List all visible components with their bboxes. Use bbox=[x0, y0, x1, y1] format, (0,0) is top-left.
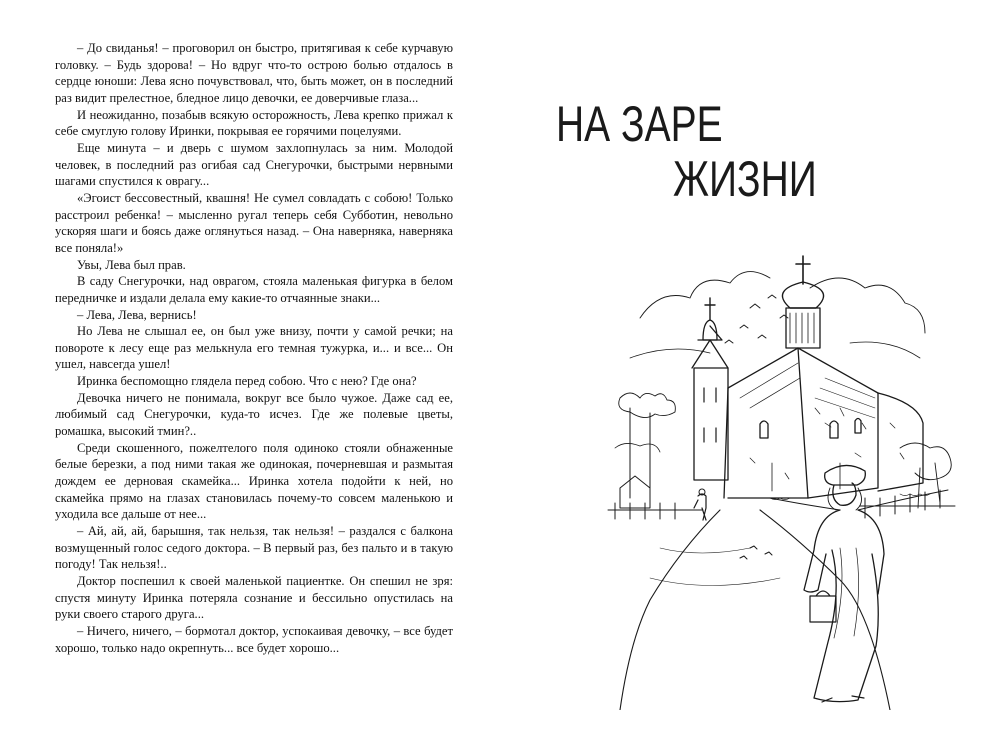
paragraph: В саду Снегурочки, над оврагом, стояла маленькая фигурка в белом передничке и издали делала ему какие-то отчаянные знаки... bbox=[55, 274, 453, 305]
paragraph: Иринка беспомощно глядела перед собою. Что с нею? Где она? bbox=[77, 374, 417, 389]
chapter-title-line-2: ЖИЗНИ bbox=[673, 151, 817, 207]
paragraph: – Лева, Лева, вернись! bbox=[77, 307, 197, 322]
church-illustration bbox=[600, 248, 960, 710]
paragraph: Доктор поспешил к своей маленькой пациентке. Он спешил не зря: спустя минуту Иринка потеряла сознание и бессильно опустилась на руки своего старого друга... bbox=[55, 574, 453, 622]
left-page-text bbox=[55, 40, 453, 656]
chapter-title-line-1: НА ЗАРЕ bbox=[556, 96, 723, 152]
paragraph: – До свиданья! – проговорил он быстро, притягивая к себе курчавую головку. – Будь здорова! – Но вдруг что-то острою болью отдалось в сердце юноши: Лева ясно почувствовал, что, быть может, он в последний раз видит прелестное, бледное лицо девочки, ее доверчивые глаза... bbox=[55, 41, 453, 105]
paragraph: Еще минута – и дверь с шумом захлопнулась за ним. Молодой человек, в последний раз огибая сад Снегурочки, быстрыми нервными шагами спустился к оврагу... bbox=[55, 140, 453, 189]
paragraph: Среди скошенного, пожелтелого поля одиноко стояли обнаженные белые березки, а под ними такая же одинокая, почерневшая и размытая дождем ее дерновая скамейка... Иринка хотела подойти к ней, но скамейка прямо на глазах становилась почему-то совсем маленькою и уходила все дальше от нее... bbox=[55, 440, 453, 522]
paragraph: Девочка ничего не понимала, вокруг все было чужое. Даже сад ее, любимый сад Снегурочки, куда-то исчез. Где же полевые цветы, ромашка, высокий тмин?.. bbox=[55, 390, 453, 439]
paragraph: «Эгоист бессовестный, квашня! Не сумел совладать с собою! Только расстроил ребенка! – мысленно ругал теперь себя Субботин, невольно ускоряя шаги и боясь даже оглянуться назад. – Она наверняка, наверняка все поняла!» bbox=[55, 190, 453, 255]
paragraph: – Ай, ай, ай, барышня, так нельзя, так нельзя! – раздался с балкона возмущенный голос седого доктора. – В первый раз, без пальто и в такую погоду! Так нельзя!.. bbox=[55, 524, 453, 572]
paragraph: И неожиданно, позабыв всякую осторожность, Лева крепко прижал к себе смуглую голову Иринки, покрывая ее горячими поцелуями. bbox=[55, 107, 453, 139]
paragraph: – Ничего, ничего, – бормотал доктор, успокаивая девочку, – все будет хорошо, только надо окрепнуть... все будет хорошо... bbox=[55, 623, 453, 655]
paragraph: Увы, Лева был прав. bbox=[77, 257, 186, 272]
paragraph: Но Лева не слышал ее, он был уже внизу, почти у самой речки; на повороте к лесу еще раз мелькнула его темная тужурка, и... и все... Он ушел, навсегда ушел! bbox=[55, 324, 453, 372]
